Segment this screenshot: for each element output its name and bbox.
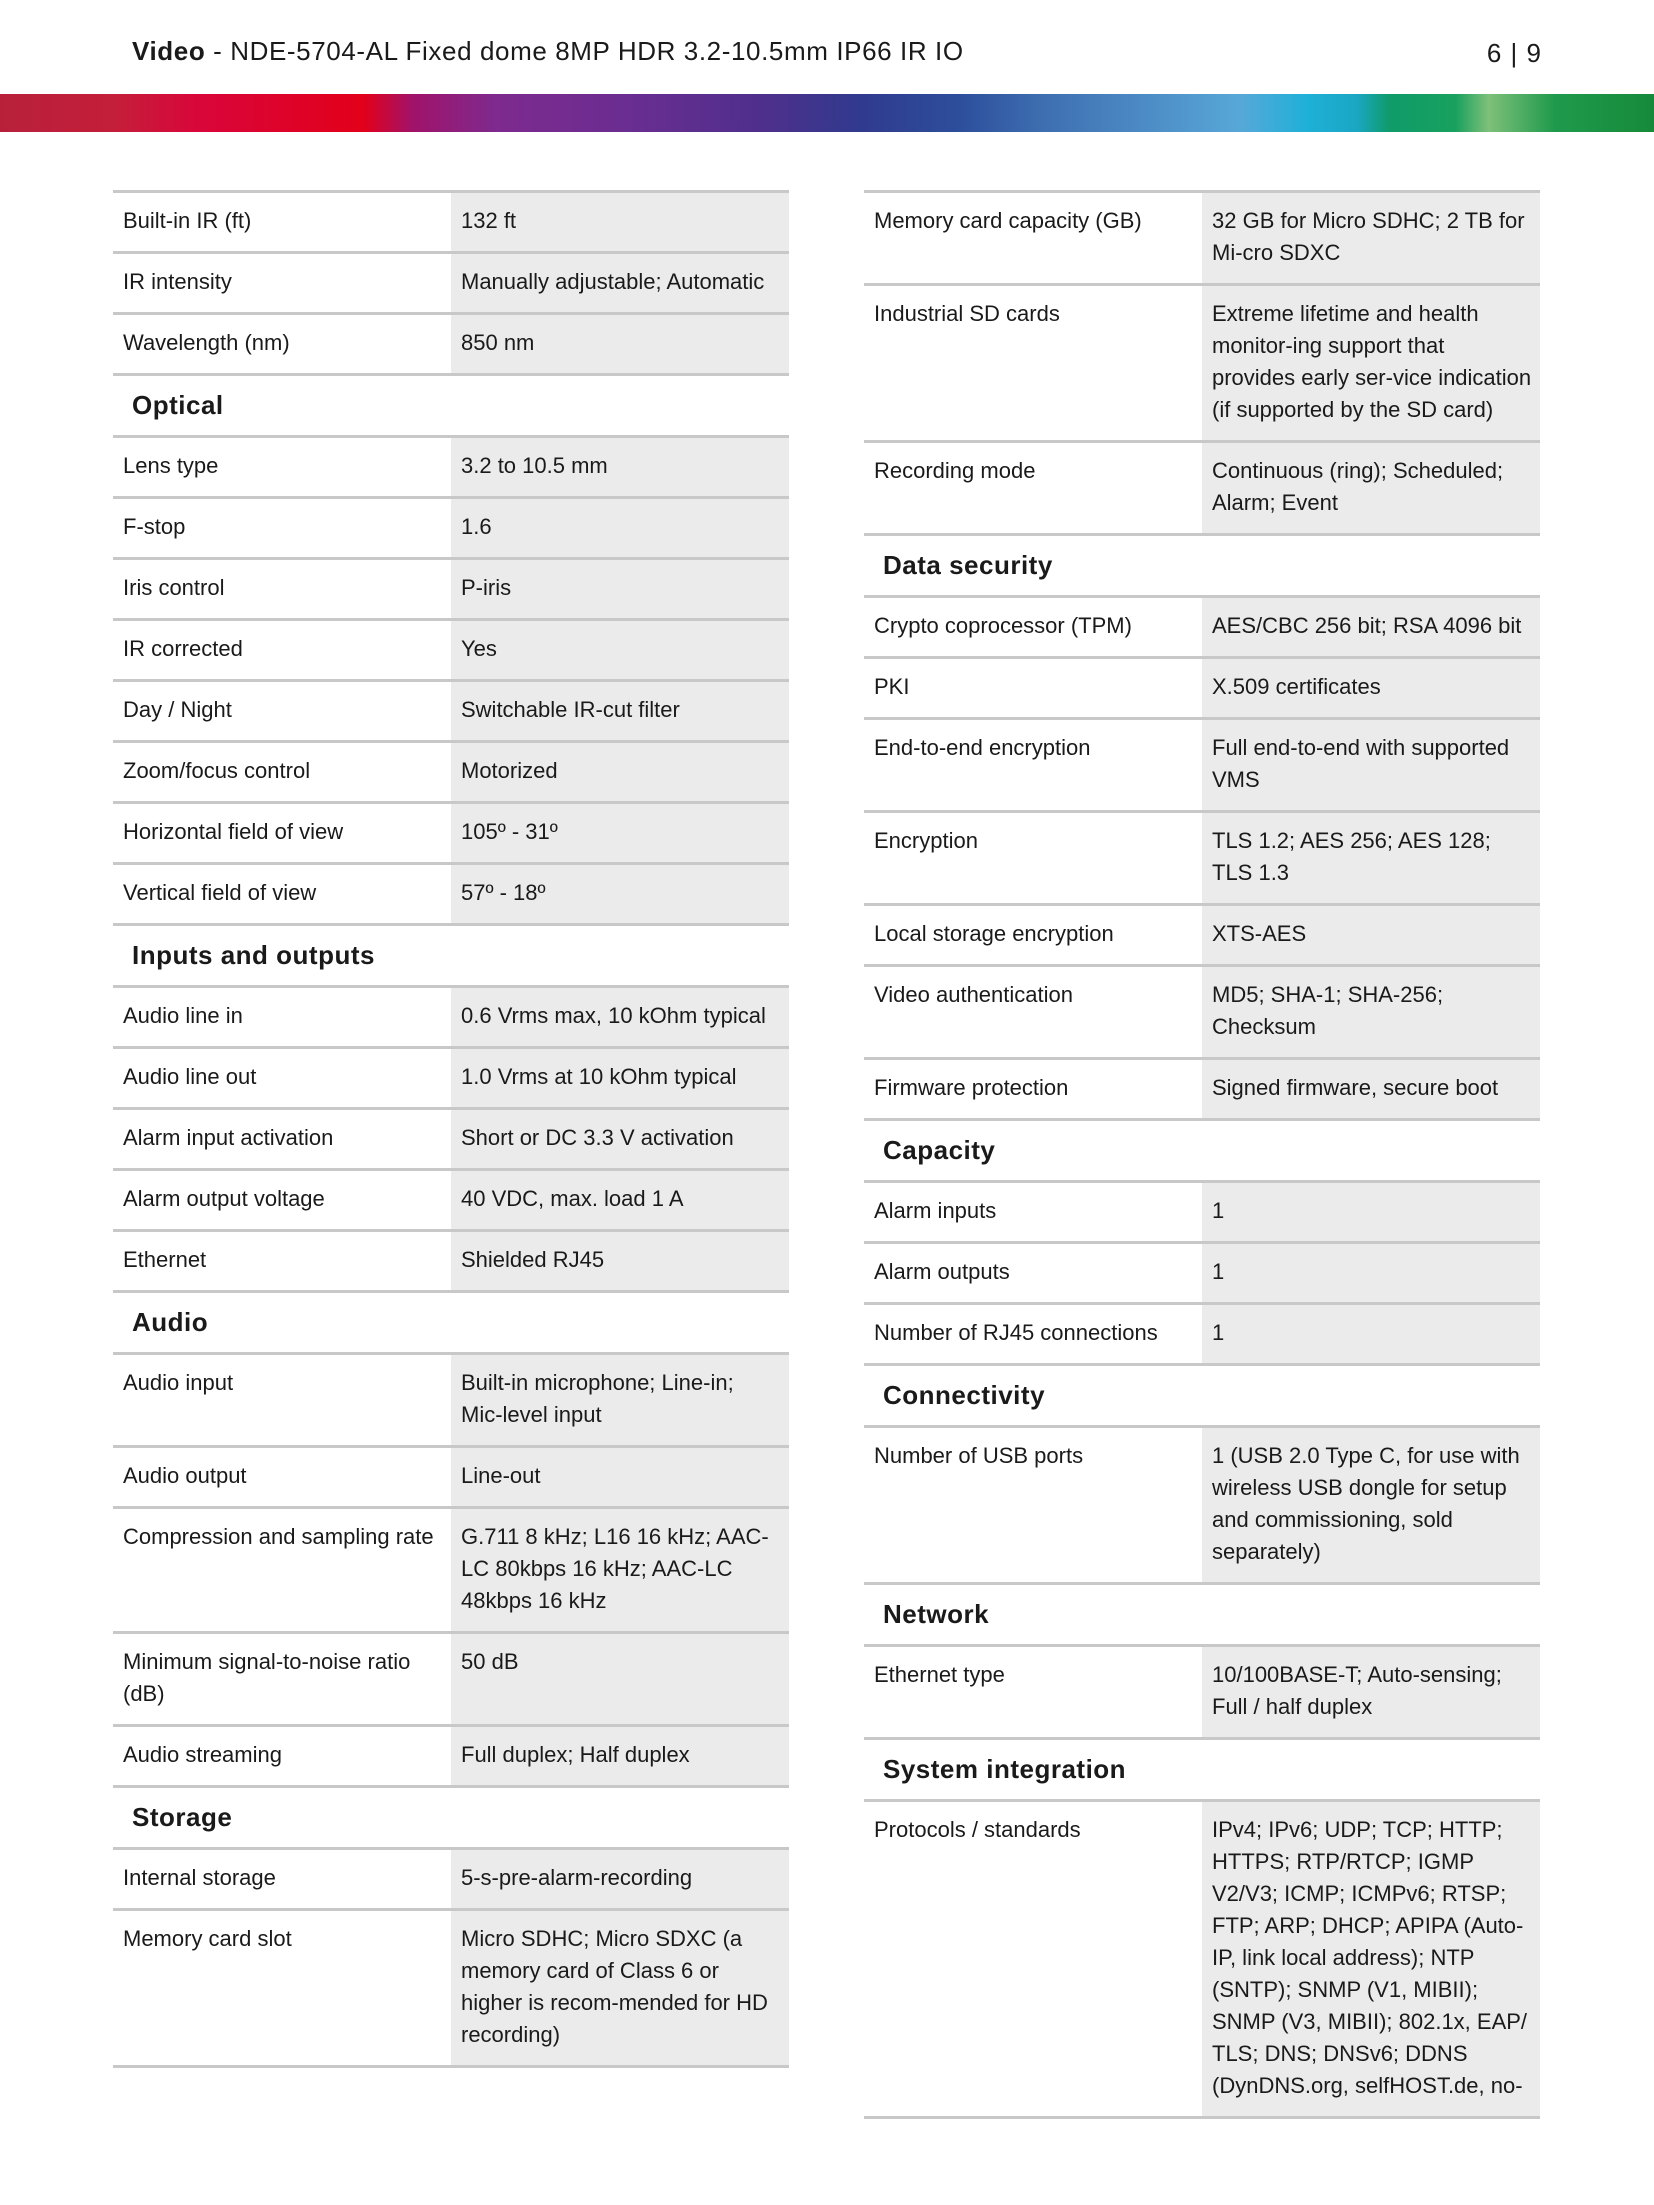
document-title-category: Video (132, 36, 206, 66)
spec-label: Ethernet (113, 1232, 451, 1290)
spec-value: 132 ft (451, 193, 789, 251)
section-heading: Network (864, 1582, 1540, 1644)
section-heading: Audio (113, 1290, 789, 1352)
spec-label: Day / Night (113, 682, 451, 740)
spec-value: 50 dB (451, 1634, 789, 1724)
spec-value: 850 nm (451, 315, 789, 373)
spec-value: Continuous (ring); Scheduled; Alarm; Event (1202, 443, 1540, 533)
spec-label: Protocols / standards (864, 1802, 1202, 2116)
spec-label: Local storage encryption (864, 906, 1202, 964)
spec-label: Alarm output voltage (113, 1171, 451, 1229)
page-number: 6 | 9 (1486, 38, 1542, 68)
spec-value: 0.6 Vrms max, 10 kOhm typical (451, 988, 789, 1046)
spec-label: Audio input (113, 1355, 451, 1445)
spec-label: Audio streaming (113, 1727, 451, 1785)
spec-row (864, 595, 1540, 656)
spec-row (113, 1352, 789, 1445)
spec-row (113, 251, 789, 312)
spec-row (864, 1057, 1540, 1118)
spec-value: XTS-AES (1202, 906, 1540, 964)
spec-label: Lens type (113, 438, 451, 496)
spec-value: P-iris (451, 560, 789, 618)
spec-value: Micro SDHC; Micro SDXC (a memory card of Class 6 or higher is recom-mended for HD recording) (451, 1911, 789, 2065)
spec-label: Compression and sampling rate (113, 1509, 451, 1631)
spec-row (864, 1425, 1540, 1582)
spec-row (113, 1107, 789, 1168)
spec-value: 1 (USB 2.0 Type C, for use with wireless USB dongle for setup and commissioning, sold separately) (1202, 1428, 1540, 1582)
spec-row (113, 1046, 789, 1107)
spec-label: IR corrected (113, 621, 451, 679)
spec-label: Memory card capacity (GB) (864, 193, 1202, 283)
spec-row (113, 985, 789, 1046)
spec-row (864, 283, 1540, 440)
spec-value: Full duplex; Half duplex (451, 1727, 789, 1785)
section-heading: System integration (864, 1737, 1540, 1799)
spec-label: Alarm inputs (864, 1183, 1202, 1241)
spec-value: Built-in microphone; Line-in; Mic-level input (451, 1355, 789, 1445)
spec-value: 40 VDC, max. load 1 A (451, 1171, 789, 1229)
spec-label: Audio output (113, 1448, 451, 1506)
spec-row (113, 1445, 789, 1506)
spec-row (113, 618, 789, 679)
spec-row (113, 862, 789, 923)
section-heading: Connectivity (864, 1363, 1540, 1425)
spec-label: Minimum signal-to-noise ratio (dB) (113, 1634, 451, 1724)
spec-value: 1 (1202, 1305, 1540, 1363)
spec-label: Ethernet type (864, 1647, 1202, 1737)
spec-row (113, 190, 789, 251)
spec-label: Iris control (113, 560, 451, 618)
spec-row (864, 964, 1540, 1057)
spec-value: 1.0 Vrms at 10 kOhm typical (451, 1049, 789, 1107)
spec-label: Video authentication (864, 967, 1202, 1057)
spec-label: Vertical field of view (113, 865, 451, 923)
spec-label: Crypto coprocessor (TPM) (864, 598, 1202, 656)
spec-value: Switchable IR-cut filter (451, 682, 789, 740)
brand-color-stripe (0, 94, 1654, 132)
spec-value: 1 (1202, 1183, 1540, 1241)
spec-row (113, 557, 789, 618)
spec-row (113, 312, 789, 373)
spec-label: Industrial SD cards (864, 286, 1202, 440)
spec-row (113, 1847, 789, 1908)
section-heading: Storage (113, 1785, 789, 1847)
spec-row (113, 801, 789, 862)
spec-label: End-to-end encryption (864, 720, 1202, 810)
spec-value: 32 GB for Micro SDHC; 2 TB for Mi-cro SDXC (1202, 193, 1540, 283)
spec-label: IR intensity (113, 254, 451, 312)
section-heading: Capacity (864, 1118, 1540, 1180)
spec-row (864, 1644, 1540, 1737)
spec-value: Short or DC 3.3 V activation (451, 1110, 789, 1168)
spec-value: 57º - 18º (451, 865, 789, 923)
document-title-product: - NDE-5704-AL Fixed dome 8MP HDR 3.2-10.5mm IP66 IR IO (205, 36, 964, 66)
spec-row (864, 717, 1540, 810)
spec-row (864, 440, 1540, 533)
spec-table-left (113, 190, 789, 2068)
spec-value: Signed firmware, secure boot (1202, 1060, 1540, 1118)
spec-row (113, 740, 789, 801)
spec-label: Alarm input activation (113, 1110, 451, 1168)
spec-value: MD5; SHA-1; SHA-256; Checksum (1202, 967, 1540, 1057)
document-title (132, 36, 964, 67)
spec-label: Alarm outputs (864, 1244, 1202, 1302)
spec-value: AES/CBC 256 bit; RSA 4096 bit (1202, 598, 1540, 656)
spec-label: Zoom/focus control (113, 743, 451, 801)
spec-value: TLS 1.2; AES 256; AES 128; TLS 1.3 (1202, 813, 1540, 903)
spec-row (864, 1180, 1540, 1241)
spec-row (864, 903, 1540, 964)
spec-row (113, 496, 789, 557)
spec-value: 10/100BASE-T; Auto-sensing; Full / half duplex (1202, 1647, 1540, 1737)
spec-value: Motorized (451, 743, 789, 801)
spec-row (864, 1241, 1540, 1302)
spec-value: IPv4; IPv6; UDP; TCP; HTTP; HTTPS; RTP/RTCP; IGMP V2/V3; ICMP; ICMPv6; RTSP; FTP; ARP; DHCP; APIPA (Auto-IP, link local address); NTP (SNTP); SNMP (V1, MIBII); SNMP (V3, MIBII); 802.1x, EAP/ TLS; DNS; DNSv6; DDNS (DynDNS.org, selfHOST.de, no- (1202, 1802, 1540, 2116)
spec-value: Yes (451, 621, 789, 679)
spec-value: 1 (1202, 1244, 1540, 1302)
spec-label: Number of USB ports (864, 1428, 1202, 1582)
spec-row (113, 1631, 789, 1724)
section-heading: Data security (864, 533, 1540, 595)
spec-value: 5-s-pre-alarm-recording (451, 1850, 789, 1908)
spec-row (864, 1799, 1540, 2119)
spec-label: Recording mode (864, 443, 1202, 533)
spec-label: Firmware protection (864, 1060, 1202, 1118)
spec-row (113, 679, 789, 740)
spec-value: 105º - 31º (451, 804, 789, 862)
spec-row (864, 1302, 1540, 1363)
spec-row (113, 435, 789, 496)
spec-row (864, 810, 1540, 903)
spec-label: Memory card slot (113, 1911, 451, 2065)
spec-label: PKI (864, 659, 1202, 717)
page-header (0, 0, 1654, 94)
spec-row (113, 1229, 789, 1290)
spec-label: Internal storage (113, 1850, 451, 1908)
spec-row (113, 1724, 789, 1785)
spec-value: 1.6 (451, 499, 789, 557)
spec-row (113, 1506, 789, 1631)
spec-value: 3.2 to 10.5 mm (451, 438, 789, 496)
spec-value: Shielded RJ45 (451, 1232, 789, 1290)
section-heading: Optical (113, 373, 789, 435)
spec-label: F-stop (113, 499, 451, 557)
spec-label: Audio line in (113, 988, 451, 1046)
spec-row (864, 190, 1540, 283)
spec-row (113, 1908, 789, 2068)
spec-value: G.711 8 kHz; L16 16 kHz; AAC-LC 80kbps 16 kHz; AAC-LC 48kbps 16 kHz (451, 1509, 789, 1631)
spec-label: Number of RJ45 connections (864, 1305, 1202, 1363)
spec-row (864, 656, 1540, 717)
spec-value: Extreme lifetime and health monitor-ing support that provides early ser-vice indication (if supported by the SD card) (1202, 286, 1540, 440)
spec-value: Full end-to-end with supported VMS (1202, 720, 1540, 810)
section-heading: Inputs and outputs (113, 923, 789, 985)
spec-table-right (864, 190, 1540, 2119)
spec-label: Built-in IR (ft) (113, 193, 451, 251)
spec-label: Horizontal field of view (113, 804, 451, 862)
spec-label: Wavelength (nm) (113, 315, 451, 373)
spec-row (113, 1168, 789, 1229)
spec-value: X.509 certificates (1202, 659, 1540, 717)
spec-value: Line-out (451, 1448, 789, 1506)
spec-value: Manually adjustable; Automatic (451, 254, 789, 312)
spec-label: Encryption (864, 813, 1202, 903)
spec-label: Audio line out (113, 1049, 451, 1107)
